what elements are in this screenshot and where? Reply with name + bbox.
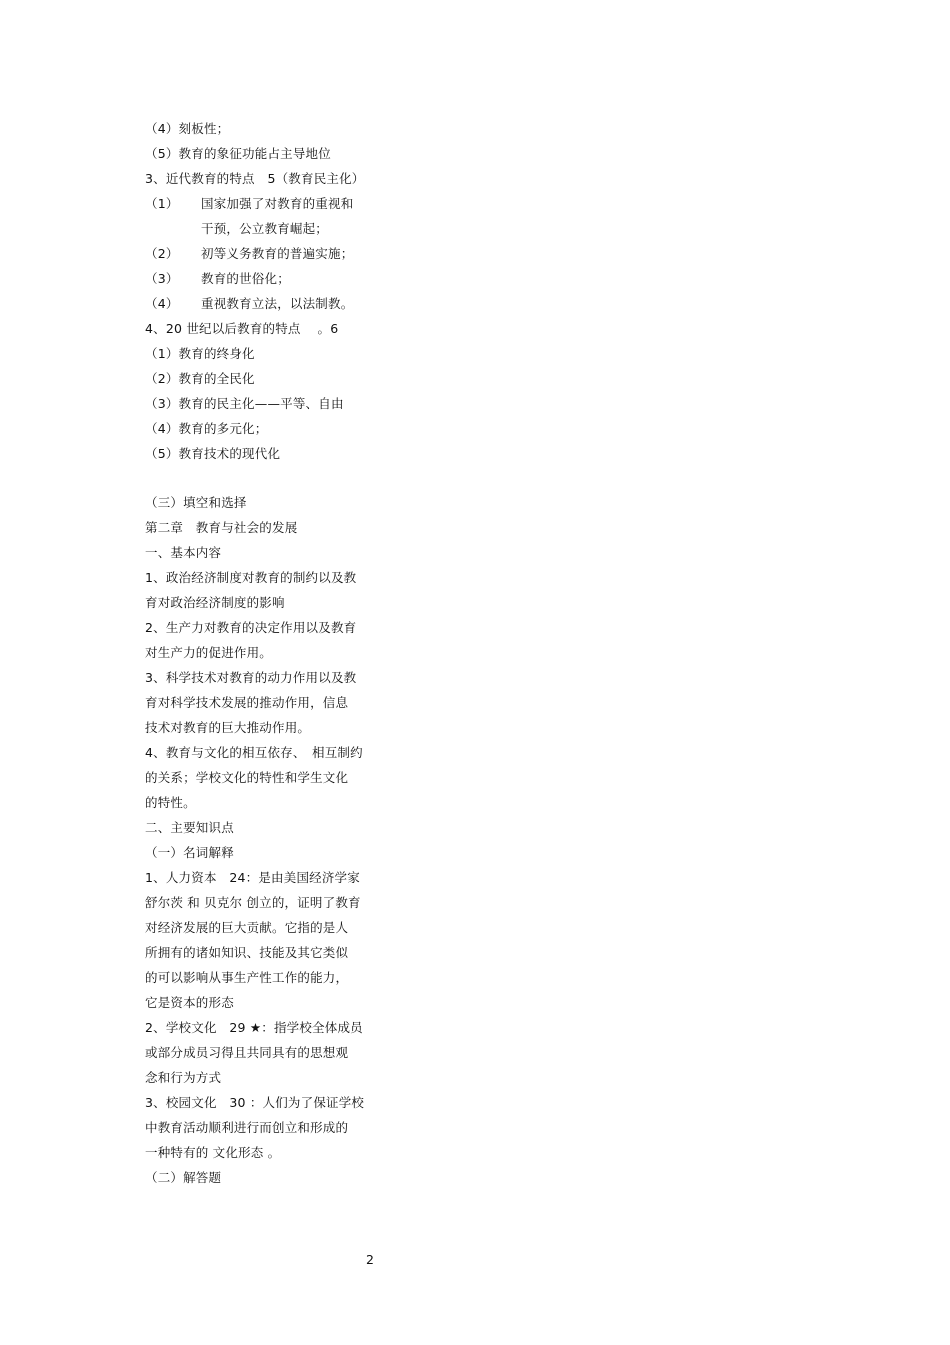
text-line: 二、主要知识点 [145,820,234,835]
text-line: 对经济发展的巨大贡献。它指的是人 [145,920,349,935]
text-line: （1）教育的终身化 [145,346,255,361]
text-line: 所拥有的诸如知识、技能及其它类似 [145,945,349,960]
list-item [145,291,405,316]
text-line: 技术对教育的巨大推动作用。 [145,720,311,735]
section-chapter-two [145,490,405,1190]
paragraph-gap [145,466,405,490]
text-line: 3、校园文化 30 ：人们为了保证学校 [145,1095,365,1110]
text-line: 的可以影响从事生产性工作的能力， [145,970,349,985]
text-line: 一种特有的 文化形态 。 [145,1145,281,1160]
list-item-text: 初等义务教育的普遍实施； [201,246,354,261]
list-item-number: （2） [145,246,179,261]
text-line: 1、人力资本 24：是由美国经济学家 [145,870,360,885]
text-line: 的特性。 [145,795,196,810]
list-item-number: （4） [145,296,179,311]
text-line: 育对政治经济制度的影响 [145,595,285,610]
text-line: （2）教育的全民化 [145,371,255,386]
text-line: （一）名词解释 [145,845,234,860]
text-line: 2、生产力对教育的决定作用以及教育 [145,620,357,635]
text-line: 育对科学技术发展的推动作用，信息 [145,695,349,710]
text-line: （5）教育的象征功能占主导地位 [145,146,331,161]
section-20th-century-education [145,316,405,466]
list-item [145,191,405,216]
text-line: 2、学校文化 29 ★：指学校全体成员 [145,1020,363,1035]
text-line: 对生产力的促进作用。 [145,645,273,660]
list-item [145,241,405,266]
page-number: 2 [366,1252,374,1267]
text-line: （3）教育的民主化——平等、自由 [145,396,344,411]
text-line: 3、科学技术对教育的动力作用以及教 [145,670,357,685]
text-line: （三）填空和选择 [145,495,247,510]
list-item-continuation [145,216,405,241]
text-line: 第二章 教育与社会的发展 [145,520,298,535]
text-line: 或部分成员习得且共同具有的思想观 [145,1045,349,1060]
text-line: 一、基本内容 [145,545,222,560]
text-line: 的关系；学校文化的特性和学生文化 [145,770,349,785]
text-line: （4）刻板性； [145,121,230,136]
text-line: （5）教育技术的现代化 [145,446,281,461]
list-item [145,266,405,291]
text-line: 3、近代教育的特点 5（教育民主化） [145,171,365,186]
text-line: 4、20 世纪以后教育的特点 。6 [145,321,339,336]
list-item-text: 国家加强了对教育的重视和 [201,196,354,211]
list-item-text: 干预，公立教育崛起； [201,221,329,236]
list-item-text: 教育的世俗化； [201,271,290,286]
list-item-number: （3） [145,271,179,286]
section-traditional-education-traits [145,116,405,191]
page-content [145,116,405,1190]
text-line: 舒尔茨 和 贝克尔 创立的，证明了教育 [145,895,361,910]
text-line: 1、政治经济制度对教育的制约以及教 [145,570,357,585]
text-line: （二）解答题 [145,1170,222,1185]
section-modern-education-list [145,191,405,316]
list-item-number: （1） [145,196,179,211]
text-line: 念和行为方式 [145,1070,222,1085]
text-line: （4）教育的多元化； [145,421,268,436]
text-line: 它是资本的形态 [145,995,234,1010]
text-line: 中教育活动顺利进行而创立和形成的 [145,1120,349,1135]
list-item-text: 重视教育立法，以法制教。 [201,296,354,311]
text-line: 4、教育与文化的相互依存、 相互制约 [145,745,363,760]
